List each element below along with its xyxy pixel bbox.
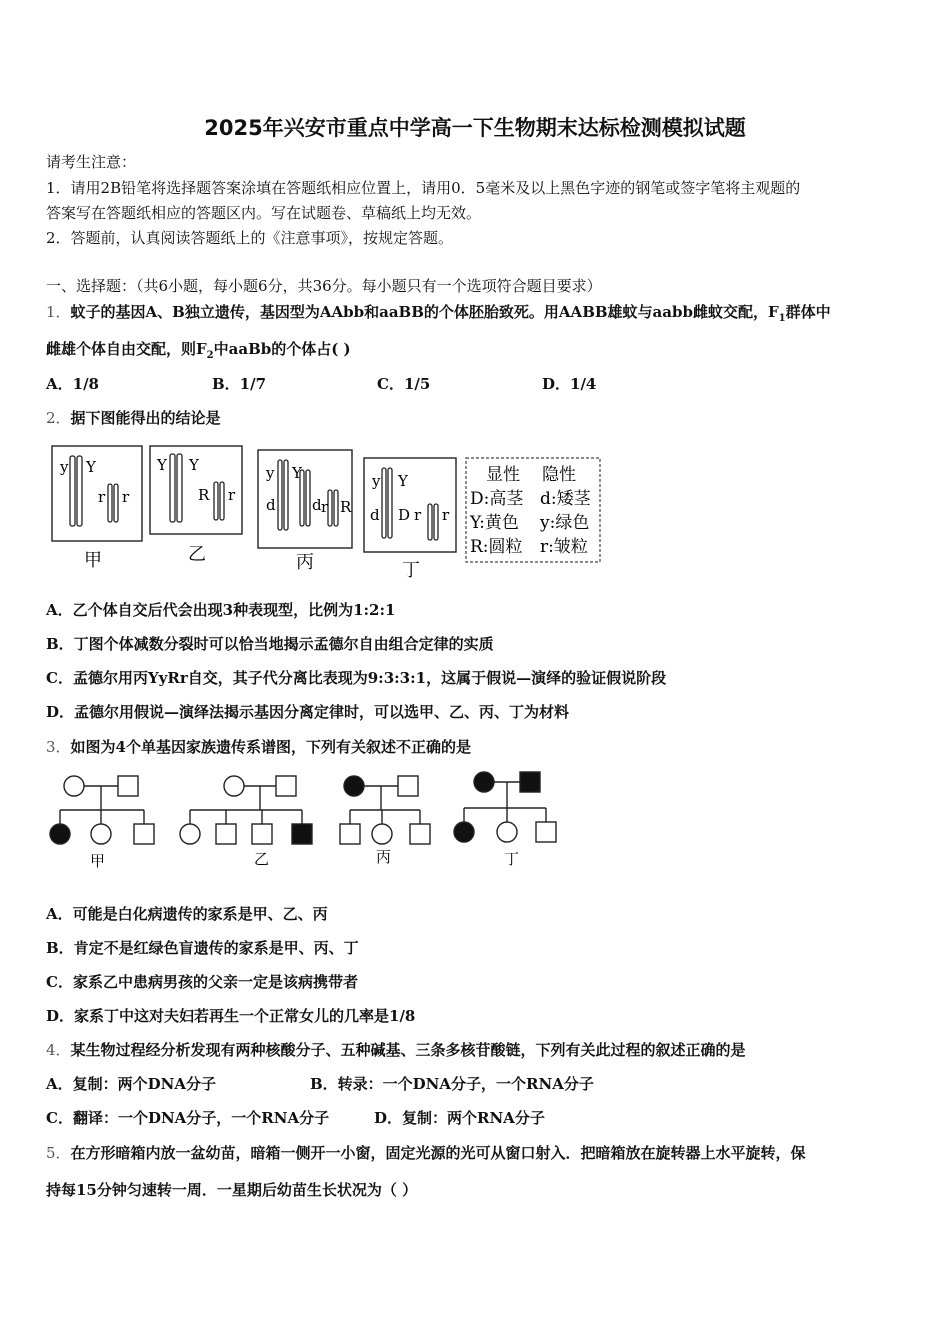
q1-sub-1: 1: [778, 313, 786, 324]
q4-option-a[interactable]: A．复制：两个DNA分子: [46, 1075, 216, 1093]
pedigree-label-yi: 乙: [254, 850, 270, 868]
gene-Y: Y: [189, 456, 199, 474]
panel-yi: [150, 446, 242, 565]
gene-R: R: [198, 486, 210, 504]
q1-stem-line2: [46, 339, 351, 366]
q5-stem-line2: 持每15分钟匀速转一周．一星期后幼苗生长状况为（ ）: [46, 1181, 418, 1199]
panel-label-ding: 丁: [402, 560, 420, 581]
q1-stem-line1: [46, 302, 831, 329]
q1-text-a: 蚊子的基因A、B独立遗传，基因型为AAbb和aaBB的个体胚胎致死。用AABB雄蚊与aabb雌蚊交配，F: [70, 303, 779, 321]
q1-option-a[interactable]: A．1/8: [46, 375, 99, 393]
q1-option-b[interactable]: B．1/7: [212, 375, 267, 393]
pedigree-label-jia: 甲: [90, 852, 106, 870]
notice-item-1: 1．请用2B铅笔将选择题答案涂填在答题纸相应位置上，请用0．5毫米及以上黑色字迹的钢笔或签字笔将主观题的: [46, 179, 801, 197]
q1-text-c: 雌雄个体自由交配，则F: [46, 340, 207, 358]
q2-number: 2．: [46, 409, 71, 427]
q3-option-b[interactable]: B．肯定不是红绿色盲遗传的家系是甲、丙、丁: [46, 939, 359, 957]
pedigree-label-ding: 丁: [504, 850, 520, 868]
q2-option-c[interactable]: C．孟德尔用丙YyRr自交，其子代分离比表现为9:3:3:1，这属于假说—演绎的验证假说阶段: [46, 669, 667, 687]
gene-Y: Y: [292, 464, 302, 482]
q5-number: 5．: [46, 1144, 71, 1162]
gene-d: d: [266, 496, 276, 514]
gene-Y: Y: [157, 456, 167, 474]
q3-stem-text: 如图为4个单基因家族遗传系谱图，下列有关叙述不正确的是: [70, 738, 471, 756]
gene-y: y: [266, 464, 275, 482]
legend-recessive-r: r:皱粒: [540, 537, 588, 557]
trait-legend: [466, 458, 600, 562]
pedigree-figure: [44, 768, 564, 874]
gene-r: r: [228, 486, 236, 504]
gene-D: D: [398, 506, 411, 524]
q3-number: 3．: [46, 738, 71, 756]
legend-recessive-y: y:绿色: [540, 513, 590, 533]
legend-header-dominant: 显性: [486, 465, 520, 485]
gene-R: R: [340, 498, 352, 516]
q2-stem-text: 据下图能得出的结论是: [70, 409, 221, 427]
q4-option-d[interactable]: D．复制：两个RNA分子: [374, 1109, 545, 1127]
legend-dominant-D: D:高茎: [470, 489, 524, 509]
gene-d: d: [370, 506, 380, 524]
q3-option-d[interactable]: D．家系丁中这对夫妇若再生一个正常女儿的几率是1/8: [46, 1007, 416, 1025]
q3-stem: [46, 737, 471, 757]
q4-stem-text: 某生物过程经分析发现有两种核酸分子、五种碱基、三条多核苷酸链，下列有关此过程的叙述正确的是: [70, 1041, 746, 1059]
gene-r: r: [321, 498, 329, 516]
panel-label-yi: 乙: [188, 544, 206, 565]
chromosome-figure: [46, 438, 606, 586]
legend-dominant-R: R:圆粒: [470, 537, 523, 557]
gene-Y: Y: [398, 472, 408, 490]
gene-d: d: [312, 496, 322, 514]
q1-text-d: 中aaBb的个体占( ): [213, 340, 351, 358]
panel-ding: [364, 458, 456, 581]
panel-bing: [258, 450, 352, 573]
q1-text-b: 群体中: [785, 303, 831, 321]
gene-r: r: [98, 488, 106, 506]
pedigree-label-bing: 丙: [376, 848, 392, 866]
q1-option-d[interactable]: D．1/4: [542, 375, 597, 393]
gene-r: r: [414, 506, 422, 524]
gene-y: y: [372, 472, 381, 490]
q4-option-c[interactable]: C．翻译：一个DNA分子，一个RNA分子: [46, 1109, 330, 1127]
q5-text-a: 在方形暗箱内放一盆幼苗，暗箱一侧开一小窗，固定光源的光可从窗口射入．把暗箱放在旋转器上水平旋转，保: [70, 1144, 806, 1162]
notice-item-2: 2．答题前，认真阅读答题纸上的《注意事项》，按规定答题。: [46, 229, 454, 247]
q1-option-c[interactable]: C．1/5: [377, 375, 431, 393]
gene-y: y: [60, 458, 69, 476]
q1-number: 1．: [46, 303, 71, 321]
section-heading: 一、选择题：（共6小题，每小题6分，共36分。每小题只有一个选项符合题目要求）: [46, 277, 602, 295]
q5-stem-line1: [46, 1143, 806, 1163]
q1-sub-2: 2: [206, 350, 214, 361]
notice-heading: 请考生注意：: [46, 153, 137, 171]
gene-r: r: [122, 488, 130, 506]
q4-number: 4．: [46, 1041, 71, 1059]
q3-option-c[interactable]: C．家系乙中患病男孩的父亲一定是该病携带者: [46, 973, 358, 991]
q3-option-a[interactable]: A．可能是白化病遗传的家系是甲、乙、丙: [46, 905, 328, 923]
page-title: 2025年兴安市重点中学高一下生物期末达标检测模拟试题: [204, 116, 746, 140]
notice-item-1-cont: 答案写在答题纸相应的答题区内。写在试题卷、草稿纸上均无效。: [46, 204, 482, 222]
q2-stem: [46, 408, 221, 428]
gene-Y: Y: [86, 458, 96, 476]
q4-option-b[interactable]: B．转录：一个DNA分子，一个RNA分子: [310, 1075, 594, 1093]
legend-dominant-Y: Y:黄色: [470, 513, 519, 533]
q2-option-a[interactable]: A．乙个体自交后代会出现3种表现型，比例为1:2:1: [46, 601, 396, 619]
panel-label-bing: 丙: [296, 552, 314, 573]
legend-recessive-d: d:矮茎: [540, 489, 591, 509]
panel-jia: [52, 446, 142, 571]
q2-option-d[interactable]: D．孟德尔用假说—演绎法揭示基因分离定律时，可以选甲、乙、丙、丁为材料: [46, 703, 570, 721]
legend-header-recessive: 隐性: [542, 465, 576, 485]
q2-option-b[interactable]: B．丁图个体减数分裂时可以恰当地揭示孟德尔自由组合定律的实质: [46, 635, 494, 653]
panel-label-jia: 甲: [84, 550, 102, 571]
q4-stem: [46, 1040, 746, 1060]
gene-r: r: [442, 506, 450, 524]
